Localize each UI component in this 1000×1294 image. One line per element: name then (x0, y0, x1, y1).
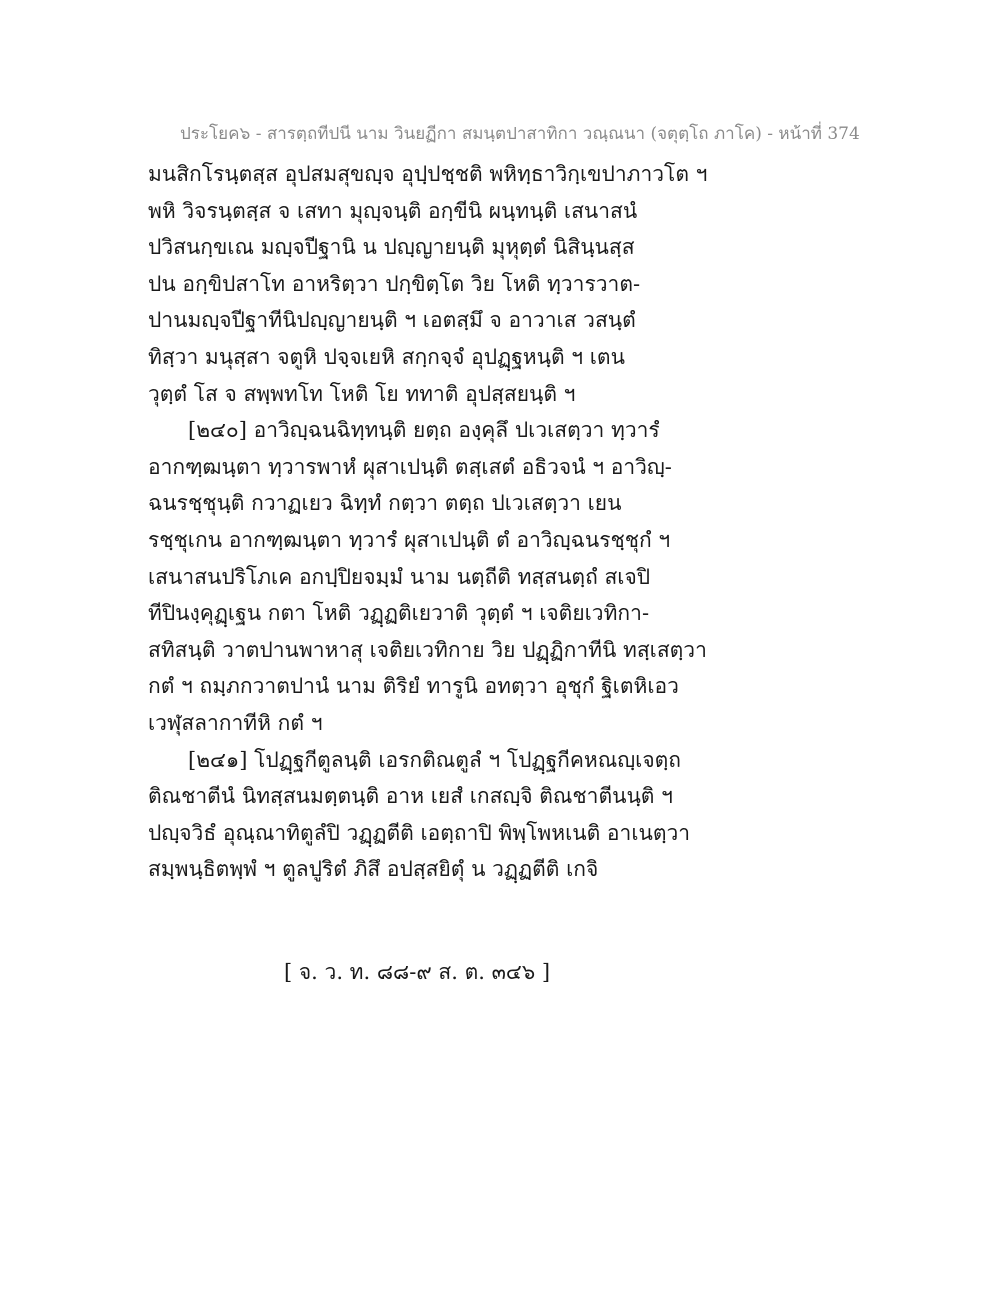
text-line: สทิสนฺติ วาตปานพาหาสุ เจติยเวทิกาย วิย ปฏฺฏิกาทีนิ ทสฺเสตฺวา (148, 637, 707, 662)
text-line: ปวิสนกฺขเณ มญฺจปีฐานิ น ปญฺญายนฺติ มุหุตฺตํ นิสินฺนสฺส (148, 235, 635, 260)
text-line: เสนาสนปริโภเค อกปฺปิยจมฺมํ นาม นตฺถีติ ทสฺสนตฺถํ สเจปิ (148, 564, 651, 589)
text-line: ทีปินงฺคุฏฺเฐน กตา โหติ วฏฺฏติเยวาติ วุตฺตํ ฯ เจติยเวทิกา- (148, 601, 650, 626)
text-line: มนสิกโรนฺตสฺส อุปสมสุขญฺจ อุปฺปชฺชติ พหิทฺธาวิกฺเขปาภาวโต ฯ (148, 162, 708, 186)
text-line: เวฬุสลากาทีหิ กตํ ฯ (148, 710, 323, 735)
text-line: รชฺชุเกน อากฑฺฒนฺตา ทฺวารํ ผุสาเปนฺติ ตํ อาวิญฺฉนรชฺชุกํ ฯ (148, 527, 671, 552)
paragraph-240-start: [๒๔๐] อาวิญฺฉนฉิทฺทนฺติ ยตฺถ องฺคุลึ ปเวเสตฺวา ทฺวารํ (188, 418, 660, 443)
text-line: ปานมญฺจปีฐาทีนิปญฺญายนฺติ ฯ เอตสฺมึ จ อาวาเส วสนฺตํ (148, 308, 636, 333)
running-header: ประโยค๖ - สารตฺถทีปนี นาม วินยฏีกา สมนฺตปาสาทิกา วณฺณนา (จตุตฺโถ ภาโค) - หน้าที่ 374 (180, 124, 860, 144)
text-line: สมฺพนฺธิตพฺพํ ฯ ตูลปูริตํ ภิสึ อปสฺสยิตุํ น วฏฺฏตีติ เกจิ (148, 857, 599, 882)
body-text (148, 156, 708, 888)
text-line: อากฑฺฒนฺตา ทฺวารพาหํ ผุสาเปนฺติ ตสฺเสตํ อธิวจนํ ฯ อาวิญฺ- (148, 454, 672, 479)
footnote-reference: [ จ. ว. ท. ๘๘-๙ ส. ต. ๓๔๖ ] (284, 960, 551, 984)
text-line: วุตฺตํ โส จ สพฺพทโท โหติ โย ททาติ อุปสฺสยนฺติ ฯ (148, 381, 576, 406)
text-line: ทิสฺวา มนุสฺสา จตูหิ ปจฺจเยหิ สกฺกจฺจํ อุปฏฺฐหนฺติ ฯ เตน (148, 344, 625, 369)
text-line: พหิ วิจรนฺตสฺส จ เสทา มุญฺจนฺติ อกฺขีนิ ผนฺทนฺติ เสนาสนํ (148, 198, 638, 223)
paragraph-241-start: [๒๔๑] โปฏฺฐกีตูลนฺติ เอรกติณตูลํ ฯ โปฏฺฐกีคหณญฺเจตฺถ (188, 747, 681, 772)
text-line: ติณชาตีนํ นิทสฺสนมตฺตนฺติ อาห เยสํ เกสญฺจิ ติณชาตีนนฺติ ฯ (148, 784, 673, 809)
text-line: ปญฺจวิธํ อุณฺณาทิตูลํปิ วฏฺฏตีติ เอตฺถาปิ พิพฺโพหเนติ อาเนตฺวา (148, 820, 691, 845)
text-line: ฉนรชฺชุนฺติ กวาฏเยว ฉิทฺทํ กตฺวา ตตฺถ ปเวเสตฺวา เยน (148, 491, 622, 516)
text-line: ปน อกฺขิปสาโท อาหริตฺวา ปกฺขิตฺโต วิย โหติ ทฺวารวาต- (148, 271, 641, 296)
text-line: กตํ ฯ ถมฺภกวาตปานํ นาม ติริยํ ทารูนิ อทตฺวา อุชุกํ ฐิเตหิเอว (148, 674, 679, 699)
